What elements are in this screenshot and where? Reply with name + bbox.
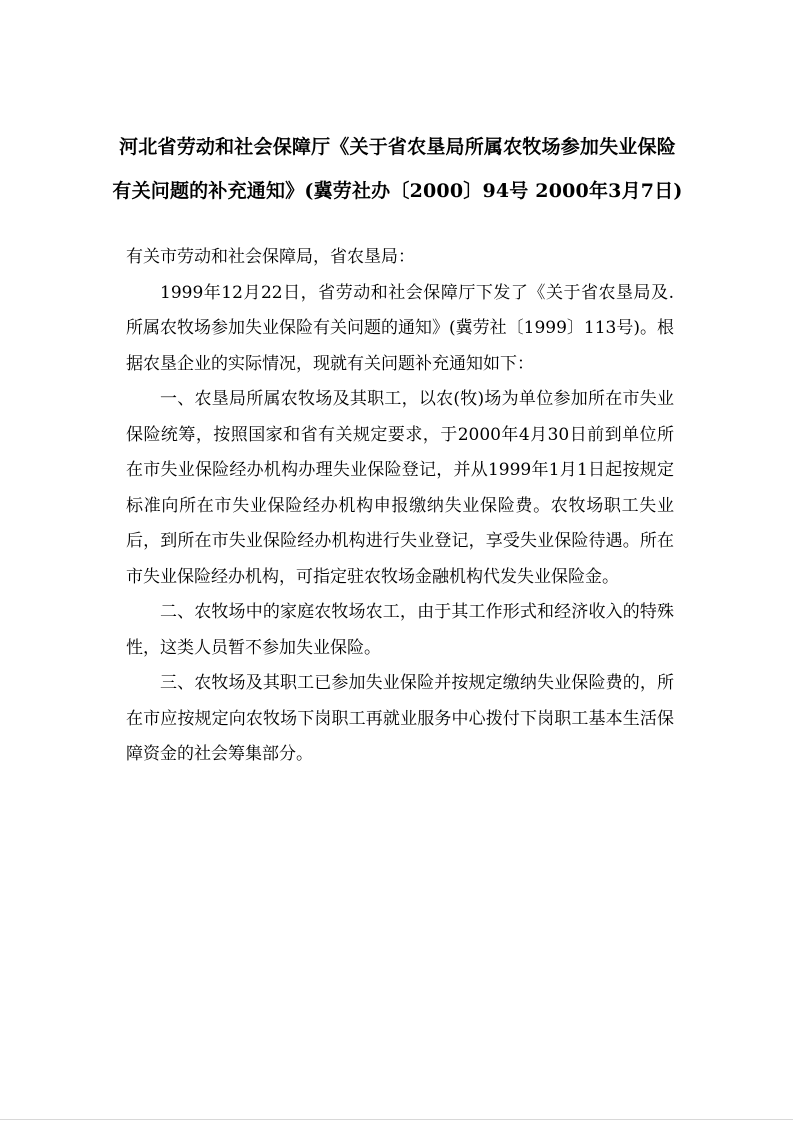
paragraph-item-1: 一、农垦局所属农牧场及其职工，以农(牧)场为单位参加所在市失业保险统筹，按照国家和省有关规定要求，于2000年4月30日前到单位所在市失业保险经办机构办理失业保险登记，并从1999年1月1日起按规定标准向所在市失业保险经办机构申报缴纳失业保险费。农牧场职工失业后，到所在市失业保险经办机构进行失业登记，享受失业保险待遇。所在市失业保险经办机构，可指定驻农牧场金融机构代发失业保险金。 (126, 389, 674, 587)
paragraph-item-2: 二、农牧场中的家庭农牧场农工，由于其工作形式和经济收入的特殊性，这类人员暂不参加失业保险。 (126, 602, 674, 658)
paragraph-intro: 1999年12月22日，省劳动和社会保障厅下发了《关于省农垦局及.所属农牧场参加失业保险有关问题的通知》(冀劳社〔1999〕113号)。根据农垦企业的实际情况，现就有关问题补充通知如下： (126, 282, 674, 374)
document-body (126, 240, 674, 773)
document-title: 河北省劳动和社会保障厅《关于省农垦局所属农牧场参加失业保险有关问题的补充通知》(冀劳社办〔2000〕94号 2000年3月7日) (112, 136, 683, 202)
page-bottom-divider (0, 1119, 793, 1120)
paragraph-item-3: 三、农牧场及其职工已参加失业保险并按规定缴纳失业保险费的，所在市应按规定向农牧场下岗职工再就业服务中心拨付下岗职工基本生活保障资金的社会筹集部分。 (126, 673, 674, 764)
salutation: 有关市劳动和社会保障局，省农垦局： (126, 247, 415, 267)
